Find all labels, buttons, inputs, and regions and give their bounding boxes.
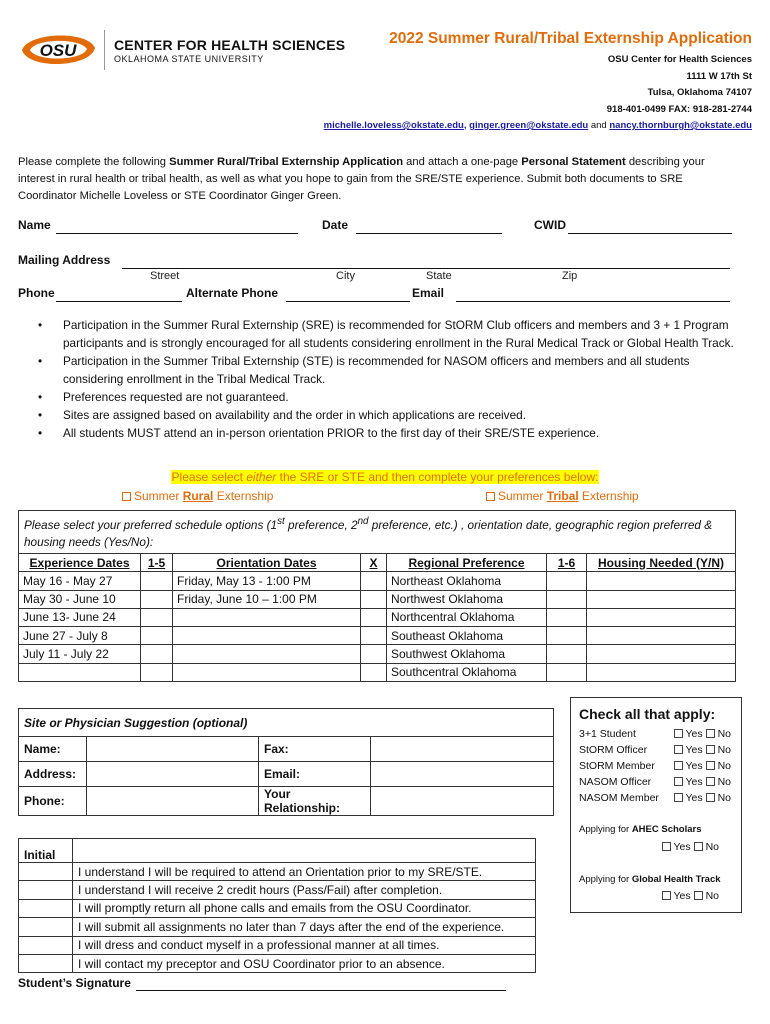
- option-tribal[interactable]: [486, 489, 639, 503]
- select-text: Please select: [171, 470, 247, 484]
- org-subtitle: OKLAHOMA STATE UNIVERSITY: [114, 54, 264, 64]
- rank-region-input[interactable]: [547, 590, 587, 608]
- initial-input[interactable]: [19, 863, 73, 881]
- apply-label: 3+1 Student: [579, 728, 636, 740]
- initial-table: [18, 838, 536, 973]
- info-bullets: [38, 316, 738, 442]
- rank-dates-input[interactable]: [141, 590, 173, 608]
- yes-label: Yes: [685, 760, 703, 772]
- yes-checkbox[interactable]: [662, 842, 671, 851]
- orientation-x-input[interactable]: [361, 627, 387, 645]
- table-row: [19, 663, 736, 681]
- bullet-text: Sites are assigned based on availability and the order in which applications are received.: [63, 408, 526, 422]
- orientation-cell: [173, 663, 361, 681]
- apply-text: Applying for: [579, 824, 632, 835]
- opt-text: Externship: [213, 489, 274, 503]
- document-title: 2022 Summer Rural/Tribal Externship Application: [389, 30, 752, 47]
- bullet-text: All students MUST attend an in-person orientation PRIOR to the first day of their SRE/STE experience.: [63, 426, 600, 440]
- mailing-address-label: Mailing Address: [18, 253, 111, 267]
- site-relationship-input[interactable]: [371, 787, 554, 816]
- intro-text: Please complete the following: [18, 156, 170, 168]
- zip-sublabel: Zip: [562, 270, 578, 282]
- yes-label: Yes: [673, 890, 691, 902]
- email-sep: ,: [463, 120, 467, 131]
- agreement-text: I will submit all assignments no later than 7 days after the end of the experience.: [73, 918, 536, 936]
- alt-phone-label: Alternate Phone: [186, 286, 279, 300]
- agreement-text: I will dress and conduct myself in a professional manner at all times.: [73, 936, 536, 954]
- region-cell: Northwest Oklahoma: [387, 590, 547, 608]
- bullet-item: • Participation in the Summer Rural Externship (SRE) is recommended for StORM Club officers and members and 3 + 1 Program participants and is strongly encouraged for all students considering enrollment in the Rural Medical Track or Global Health Track.: [38, 318, 734, 350]
- phone-field[interactable]: [56, 288, 182, 302]
- no-checkbox[interactable]: [706, 793, 715, 802]
- contact-emails: [324, 120, 752, 131]
- table-row: [19, 590, 736, 608]
- yes-checkbox[interactable]: [674, 793, 683, 802]
- option-rural[interactable]: [122, 489, 273, 503]
- region-cell: Southeast Oklahoma: [387, 627, 547, 645]
- apply-label: NASOM Member: [579, 792, 659, 804]
- table-row: [19, 608, 736, 626]
- ahec-label: [579, 824, 702, 835]
- orientation-x-input[interactable]: [361, 590, 387, 608]
- col-header: X: [361, 553, 387, 571]
- orientation-x-input[interactable]: [361, 663, 387, 681]
- initial-input[interactable]: [19, 918, 73, 936]
- select-instruction: [0, 470, 770, 484]
- signature-field[interactable]: [136, 990, 506, 991]
- yes-checkbox[interactable]: [662, 891, 671, 900]
- apply-bold: AHEC Scholars: [631, 824, 702, 835]
- rank-region-input[interactable]: [547, 645, 587, 663]
- yes-label: Yes: [673, 841, 691, 853]
- no-label: No: [717, 744, 731, 756]
- apply-row-nasom-member: [579, 792, 735, 804]
- housing-input[interactable]: [587, 627, 736, 645]
- col-header: Housing Needed (Y/N): [587, 553, 736, 571]
- initial-header-blank: [73, 839, 536, 863]
- bullet-text: Participation in the Summer Rural Externship (SRE) is recommended for StORM Club officers and members and 3 + 1 Program participants and is strongly encouraged for all students considering enrollment in the Rural Medical Track or Global Health Track.: [63, 318, 734, 350]
- bullet-item: • All students MUST attend an in-person orientation PRIOR to the first day of their SRE/STE experience.: [38, 426, 600, 440]
- no-label: No: [717, 792, 731, 804]
- note-text: preference, 2: [284, 517, 358, 532]
- site-suggestion-table: [18, 708, 554, 816]
- region-cell: Southwest Oklahoma: [387, 645, 547, 663]
- name-label: Name: [18, 218, 51, 232]
- rank-dates-input[interactable]: [141, 663, 173, 681]
- signature-label: Student’s Signature: [18, 976, 131, 990]
- note-sup: st: [277, 516, 285, 527]
- opt-text: Summer: [498, 489, 547, 503]
- intro-bold-app: Summer Rural/Tribal Externship Application: [169, 156, 404, 168]
- intro-bold-statement: Personal Statement: [521, 156, 626, 168]
- bullet-item: • Participation in the Summer Tribal Externship (STE) is recommended for NASOM officers and members and all students considering enrollment in the Tribal Medical Track.: [38, 354, 690, 386]
- opt-bold: Rural: [182, 489, 214, 503]
- date-field[interactable]: [356, 220, 502, 234]
- site-address-label: Address:: [19, 762, 87, 787]
- date-cell: [19, 663, 141, 681]
- site-name-label: Name:: [19, 737, 87, 762]
- checkbox-rural[interactable]: [122, 492, 131, 501]
- bullet-item: • Sites are assigned based on availability and the order in which applications are received.: [38, 408, 526, 422]
- date-cell: May 30 - June 10: [19, 590, 141, 608]
- site-email-input[interactable]: [371, 762, 554, 787]
- intro-paragraph: [18, 154, 738, 205]
- check-all-title: Check all that apply:: [579, 706, 716, 722]
- alt-phone-field[interactable]: [286, 288, 410, 302]
- initial-input[interactable]: [19, 899, 73, 917]
- apply-label: StORM Officer: [579, 744, 648, 756]
- initial-input[interactable]: [19, 936, 73, 954]
- housing-input[interactable]: [587, 663, 736, 681]
- intro-text: describing your interest in rural health or tribal health, as well as what you hope to gain from the SRE/STE experience. Submit both documents to SRE Coordinator Michelle Loveless or STE Coordinator Ginger Green.: [18, 156, 705, 202]
- yes-label: Yes: [685, 776, 703, 788]
- rank-region-input[interactable]: [547, 608, 587, 626]
- note-sup: nd: [357, 516, 369, 527]
- select-text: the SRE or STE and then complete your preferences below:: [276, 470, 599, 484]
- no-checkbox[interactable]: [706, 729, 715, 738]
- col-header: 1-6: [547, 553, 587, 571]
- street-sublabel: Street: [150, 270, 180, 282]
- email-label: Email: [412, 286, 445, 300]
- site-address-input[interactable]: [87, 762, 259, 787]
- email-link-green[interactable]: ginger.green@okstate.edu: [469, 120, 589, 131]
- rank-region-input[interactable]: [547, 663, 587, 681]
- table-row: [19, 627, 736, 645]
- date-cell: May 16 - May 27: [19, 572, 141, 590]
- orientation-cell: [173, 627, 361, 645]
- no-checkbox[interactable]: [694, 891, 703, 900]
- cwid-field[interactable]: [568, 220, 732, 234]
- housing-input[interactable]: [587, 645, 736, 663]
- yes-label: Yes: [685, 744, 703, 756]
- bullet-item: • Preferences requested are not guaranteed.: [38, 390, 289, 404]
- orientation-x-input[interactable]: [361, 572, 387, 590]
- orientation-cell: Friday, June 10 – 1:00 PM: [173, 590, 361, 608]
- orientation-x-input[interactable]: [361, 645, 387, 663]
- col-header: Experience Dates: [19, 553, 141, 571]
- rank-dates-input[interactable]: [141, 572, 173, 590]
- note-text: Please select your preferred schedule options (1: [24, 517, 278, 532]
- schedule-note: [19, 511, 736, 554]
- table-row: [19, 645, 736, 663]
- state-sublabel: State: [426, 270, 452, 282]
- email-field[interactable]: [456, 288, 730, 302]
- logo-text: OSU: [39, 41, 77, 60]
- region-cell: Northcentral Oklahoma: [387, 608, 547, 626]
- no-checkbox[interactable]: [706, 777, 715, 786]
- header-divider: [104, 30, 105, 70]
- yes-checkbox[interactable]: [674, 761, 683, 770]
- region-cell: Northeast Oklahoma: [387, 572, 547, 590]
- email-and: and: [590, 120, 607, 131]
- opt-text: Summer: [134, 489, 183, 503]
- site-fax-label: Fax:: [259, 737, 371, 762]
- rank-region-input[interactable]: [547, 572, 587, 590]
- no-label: No: [717, 776, 731, 788]
- housing-input[interactable]: [587, 572, 736, 590]
- site-phone-label: Phone:: [19, 787, 87, 816]
- apply-label: StORM Member: [579, 760, 655, 772]
- checkbox-tribal[interactable]: [486, 492, 495, 501]
- apply-bold: Global Health Track: [631, 874, 721, 885]
- region-cell: Southcentral Oklahoma: [387, 663, 547, 681]
- no-label: No: [717, 728, 731, 740]
- table-row: [19, 572, 736, 590]
- initial-input[interactable]: [19, 954, 73, 972]
- email-link-thornburgh[interactable]: nancy.thornburgh@okstate.edu: [609, 120, 752, 131]
- phone-label: Phone: [18, 286, 55, 300]
- no-label: No: [705, 890, 719, 902]
- global-health-label: [579, 874, 721, 885]
- address-line-4: 918-401-0499 FAX: 918-281-2744: [606, 104, 752, 115]
- site-phone-input[interactable]: [87, 787, 259, 816]
- site-suggestion-title: Site or Physician Suggestion (optional): [19, 709, 554, 737]
- yes-label: Yes: [685, 792, 703, 804]
- yes-checkbox[interactable]: [674, 729, 683, 738]
- rank-region-input[interactable]: [547, 627, 587, 645]
- orientation-cell: [173, 608, 361, 626]
- select-either: either: [246, 470, 277, 484]
- global-yes-no: [662, 890, 720, 902]
- apply-row-storm-officer: [579, 744, 735, 756]
- schedule-header-row: [19, 553, 736, 571]
- date-cell: June 13- June 24: [19, 608, 141, 626]
- apply-row-nasom-officer: [579, 776, 735, 788]
- apply-text: Applying for: [579, 874, 632, 885]
- note-text: preference, etc.) , orientation date, geographic region preferred & housing needs (Yes/No):: [24, 517, 713, 549]
- check-all-panel: [570, 697, 742, 913]
- site-email-label: Email:: [259, 762, 371, 787]
- schedule-table: [18, 510, 736, 682]
- site-relationship-label: Your Relationship:: [259, 787, 371, 816]
- intro-text: and attach a one-page: [403, 156, 522, 168]
- name-field[interactable]: [56, 220, 298, 234]
- mailing-address-field[interactable]: [122, 255, 730, 269]
- agreement-text: I understand I will receive 2 credit hours (Pass/Fail) after completion.: [73, 881, 536, 899]
- address-line-2: 1111 W 17th St: [686, 71, 752, 82]
- initial-label: Initial: [19, 839, 73, 863]
- agreement-text: I will promptly return all phone calls and emails from the OSU Coordinator.: [73, 899, 536, 917]
- housing-input[interactable]: [587, 608, 736, 626]
- rank-dates-input[interactable]: [141, 627, 173, 645]
- no-checkbox[interactable]: [706, 745, 715, 754]
- osu-logo: [18, 28, 98, 72]
- site-fax-input[interactable]: [371, 737, 554, 762]
- email-link-loveless[interactable]: michelle.loveless@okstate.edu: [323, 120, 464, 131]
- date-label: Date: [322, 218, 349, 232]
- org-name: CENTER FOR HEALTH SCIENCES: [114, 37, 346, 53]
- date-cell: June 27 - July 8: [19, 627, 141, 645]
- yes-label: Yes: [685, 728, 703, 740]
- orientation-x-input[interactable]: [361, 608, 387, 626]
- apply-row-storm-member: [579, 760, 735, 772]
- no-label: No: [705, 841, 719, 853]
- date-cell: July 11 - July 22: [19, 645, 141, 663]
- opt-text: Externship: [578, 489, 639, 503]
- col-header: 1-5: [141, 553, 173, 571]
- no-checkbox[interactable]: [694, 842, 703, 851]
- bullet-text: Participation in the Summer Tribal Externship (STE) is recommended for NASOM officers and members and all students considering enrollment in the Tribal Medical Track.: [63, 354, 690, 386]
- yes-checkbox[interactable]: [674, 745, 683, 754]
- rank-dates-input[interactable]: [141, 608, 173, 626]
- address-line-3: Tulsa, Oklahoma 74107: [647, 87, 752, 98]
- housing-input[interactable]: [587, 590, 736, 608]
- orientation-cell: [173, 645, 361, 663]
- cwid-label: CWID: [534, 218, 566, 232]
- apply-row-3plus1: [579, 728, 735, 740]
- yes-checkbox[interactable]: [674, 777, 683, 786]
- ahec-yes-no: [662, 841, 720, 853]
- rank-dates-input[interactable]: [141, 645, 173, 663]
- city-sublabel: City: [336, 270, 355, 282]
- no-checkbox[interactable]: [706, 761, 715, 770]
- agreement-text: I will contact my preceptor and OSU Coordinator prior to an absence.: [73, 954, 536, 972]
- initial-input[interactable]: [19, 881, 73, 899]
- col-header: Regional Preference: [387, 553, 547, 571]
- no-label: No: [717, 760, 731, 772]
- address-line-1: OSU Center for Health Sciences: [607, 54, 752, 65]
- col-header: Orientation Dates: [173, 553, 361, 571]
- apply-label: NASOM Officer: [579, 776, 652, 788]
- orientation-cell: Friday, May 13 - 1:00 PM: [173, 572, 361, 590]
- site-name-input[interactable]: [87, 737, 259, 762]
- opt-bold: Tribal: [546, 489, 579, 503]
- bullet-text: Preferences requested are not guaranteed.: [63, 390, 289, 404]
- agreement-text: I understand I will be required to attend an Orientation prior to my SRE/STE.: [73, 863, 536, 881]
